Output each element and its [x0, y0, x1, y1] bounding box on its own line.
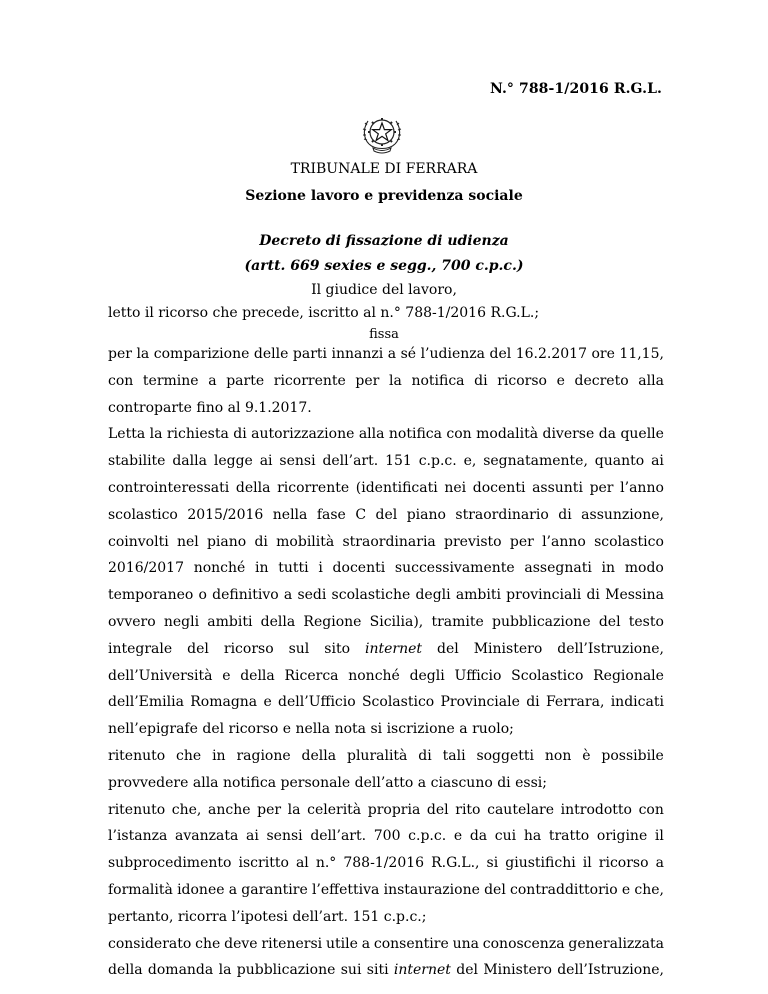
body-line: l’istanza avanzata ai sensi dell’art. 700 c.p.c. e da cui ha tratto origine il [108, 828, 664, 845]
body-line: controparte fino al 9.1.2017. [108, 399, 312, 416]
body-line: pertanto, ricorra l’ipotesi dell’art. 151 c.p.c.; [108, 908, 427, 925]
judge-line: Il giudice del lavoro, [311, 282, 457, 298]
body-line: ovvero negli ambiti della Regione Sicilia), tramite pubblicazione del testo [108, 613, 664, 630]
body-line: stabilite dalla legge ai sensi dell’art. 151 c.p.c. e, segnatamente, quanto ai [108, 453, 664, 470]
emblem-of-italy-icon [359, 110, 405, 156]
body-line: formalità idonee a garantire l’effettiva instaurazione del contraddittorio e che, [108, 881, 664, 898]
body-line: controinteressati della ricorrente (identificati nei docenti assunti per l’anno [108, 479, 664, 496]
court-name: TRIBUNALE DI FERRARA [290, 161, 478, 177]
court-section: Sezione lavoro e previdenza sociale [245, 188, 523, 204]
decree-title: Decreto di fissazione di udienza [259, 233, 509, 249]
body-line: dell’Emilia Romagna e dell’Ufficio Scolastico Provinciale di Ferrara, indicati [108, 694, 664, 711]
body-text [108, 341, 664, 984]
body-line: temporaneo o definitivo a sedi scolastiche degli ambiti provinciali di Messina [108, 587, 664, 604]
body-line: per la comparizione delle parti innanzi a sé l’udienza del 16.2.2017 ore 11,15, [108, 346, 664, 362]
body-line: nell’epigrafe del ricorso e nella nota si iscrizione a ruolo; [108, 721, 514, 738]
body-line: con termine a parte ricorrente per la notifica di ricorso e decreto alla [108, 372, 664, 389]
body-line: 2016/2017 nonché in tutti i docenti successivamente assegnati in modo [108, 560, 664, 577]
body-line: considerato che deve ritenersi utile a consentire una conoscenza generalizzata [108, 935, 664, 952]
body-line: Letta la richiesta di autorizzazione alla notifica con modalità diverse da quelle [108, 426, 664, 443]
body-line: provvedere alla notifica personale dell’atto a ciascuno di essi; [108, 774, 547, 791]
body-line: della domanda la pubblicazione sui siti internet del Ministero dell’Istruzione, [108, 962, 664, 979]
body-line: scolastico 2015/2016 nella fase C del piano straordinario di assunzione, [108, 506, 664, 523]
body-line: ritenuto che, anche per la celerità propria del rito cautelare introdotto con [108, 801, 664, 818]
body-line: integrale del ricorso sul sito internet del Ministero dell’Istruzione, [108, 640, 664, 657]
case-number: N.° 788-1/2016 R.G.L. [489, 81, 662, 97]
body-line: ritenuto che in ragione della pluralità di tali soggetti non è possibile [108, 747, 664, 764]
decree-subtitle: (artt. 669 sexies e segg., 700 c.p.c.) [244, 258, 524, 274]
body-line: subprocedimento iscritto al n.° 788-1/2016 R.G.L., si giustifichi il ricorso a [108, 855, 664, 872]
body-line: dell’Università e della Ricerca nonché degli Ufficio Scolastico Regionale [108, 667, 664, 684]
body-line: coinvolti nel piano di mobilità straordinaria previsto per l’anno scolastico [108, 533, 664, 550]
fissa-line: fissa [369, 327, 399, 342]
read-line: letto il ricorso che precede, iscritto al n.° 788-1/2016 R.G.L.; [108, 305, 540, 321]
